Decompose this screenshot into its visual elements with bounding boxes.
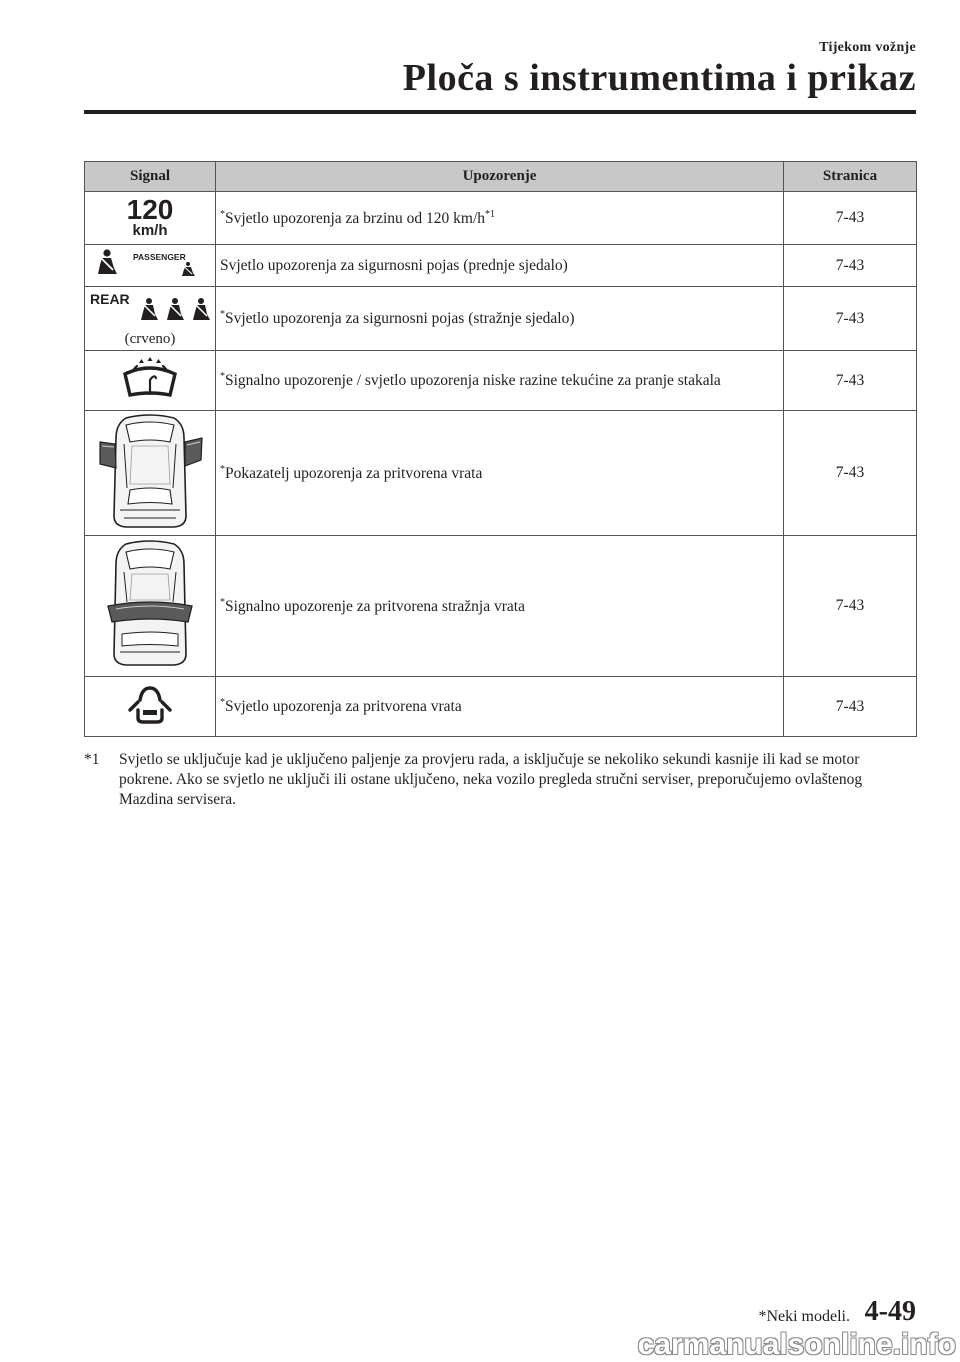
- signal-cell: [85, 536, 216, 677]
- page-ref: 7-43: [784, 245, 917, 287]
- page-ref: 7-43: [784, 536, 917, 677]
- model-marker: *: [220, 208, 225, 220]
- rear-icon-label: REAR: [90, 290, 130, 307]
- signal-cell: [85, 351, 216, 411]
- signal-cell: [85, 287, 216, 351]
- table-row: [85, 287, 917, 351]
- speed-120-kmh-icon: [120, 194, 180, 238]
- footer-models-note: *Neki modeli.: [758, 1308, 850, 1325]
- table-row: [85, 536, 917, 677]
- table-row: [85, 192, 917, 245]
- table-header-row: [85, 162, 917, 192]
- table-row: [85, 677, 917, 737]
- warning-cell: [216, 536, 784, 677]
- warning-cell: [216, 192, 784, 245]
- footnote-mark: *1: [84, 751, 100, 768]
- footnote-ref: *1: [485, 208, 495, 220]
- signal-cell: [85, 677, 216, 737]
- passenger-seatbelt-icon: [88, 247, 212, 279]
- speed-icon-unit: km/h: [132, 221, 168, 238]
- page-ref: 7-43: [784, 677, 917, 737]
- passenger-icon-label: PASSENGER: [133, 252, 186, 262]
- page-ref: 7-43: [784, 411, 917, 536]
- warning-cell: [216, 245, 784, 287]
- page-number: 4-49: [864, 1296, 916, 1327]
- watermark: carmanualsonline.info: [637, 1328, 956, 1361]
- footnote-text: Svjetlo se uključuje kad je uključeno paljenje za provjeru rada, a isključuje se nekoliko sekundi kasnije ili kad se motor pokrene. Ako se svjetlo ne uključi ili ostane uključeno, neka vozilo pregleda stručni serviser, preporučujemo ovlaštenog Mazdina servisera.: [119, 751, 863, 808]
- model-marker: *: [220, 370, 225, 382]
- model-marker: *: [220, 596, 225, 608]
- warning-text: Svjetlo upozorenja za brzinu od 120 km/h: [225, 209, 485, 227]
- warning-cell: [216, 351, 784, 411]
- model-marker: *: [220, 463, 225, 475]
- model-marker: *: [220, 696, 225, 708]
- chapter-title: Tijekom vožnje: [819, 40, 916, 55]
- color-note: (crveno): [124, 330, 176, 347]
- door-ajar-car-icon: [94, 412, 206, 530]
- page-ref: 7-43: [784, 192, 917, 245]
- column-header-signal: Signal: [85, 162, 216, 192]
- liftgate-ajar-car-icon: [94, 538, 206, 670]
- column-header-page: Stranica: [784, 162, 917, 192]
- warning-cell: [216, 411, 784, 536]
- warning-cell: [216, 677, 784, 737]
- warning-text: Pokazatelj upozorenja za pritvorena vrata: [225, 464, 483, 482]
- rear-seatbelt-icon: [87, 290, 213, 326]
- warning-text: Signalno upozorenje za pritvorena stražnja vrata: [225, 597, 525, 615]
- column-header-warning: Upozorenje: [216, 162, 784, 192]
- door-ajar-small-icon: [122, 680, 178, 728]
- table-row: [85, 411, 917, 536]
- page-ref: 7-43: [784, 287, 917, 351]
- warning-text: Svjetlo upozorenja za sigurnosni pojas (stražnje sjedalo): [225, 310, 575, 327]
- warning-text: Svjetlo upozorenja za pritvorena vrata: [225, 698, 462, 715]
- warning-text: Svjetlo upozorenja za sigurnosni pojas (prednje sjedalo): [220, 257, 568, 274]
- signal-cell: [85, 192, 216, 245]
- table-row: [85, 245, 917, 287]
- page-ref: 7-43: [784, 351, 917, 411]
- signal-cell: [85, 411, 216, 536]
- signal-cell: [85, 245, 216, 287]
- model-marker: *: [220, 308, 225, 320]
- footnote: [84, 750, 916, 810]
- washer-fluid-icon: [118, 354, 182, 402]
- section-title: Ploča s instrumentima i prikaz: [402, 57, 916, 99]
- warning-signal-table: [84, 161, 917, 737]
- header-rule: [84, 110, 916, 114]
- table-row: [85, 351, 917, 411]
- page-header: [84, 40, 916, 98]
- warning-text: Signalno upozorenje / svjetlo upozorenja niske razine tekućine za pranje stakala: [225, 372, 721, 389]
- speed-icon-number: 120: [126, 193, 174, 225]
- warning-cell: [216, 287, 784, 351]
